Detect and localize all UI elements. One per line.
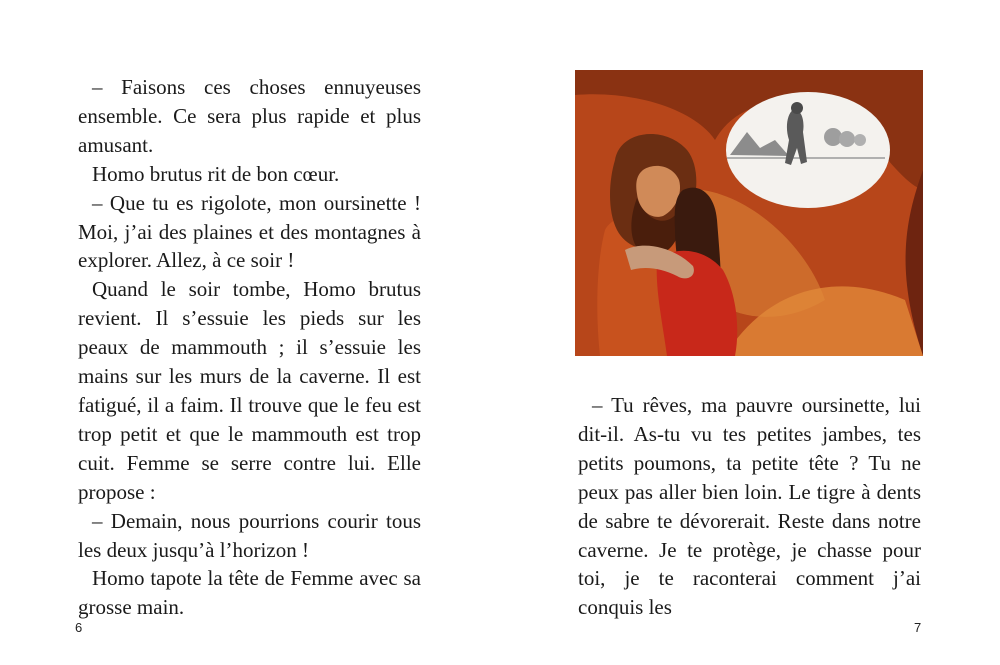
story-illustration: [575, 70, 923, 356]
bubble-tree: [854, 134, 866, 146]
left-page-text: [78, 73, 421, 622]
page-number-left: 6: [75, 620, 83, 635]
paragraph: – Tu rêves, ma pauvre oursinette, lui dit-il. As-tu vu tes petites jambes, tes petits poumons, ta petite tête ? Tu ne peux pas aller bien loin. Le tigre à dents de sabre te dévorerait. Reste dans notre caverne. Je te protège, je chasse pour toi, je te raconterai comment j’ai conquis les: [578, 393, 921, 620]
paragraph: Quand le soir tombe, Homo brutus revient. Il s’essuie les pieds sur les peaux de mammouth ; il s’essuie les mains sur les murs de la caverne. Il est fatigué, il a faim. Il trouve que le feu est trop petit et que le mammouth est trop cuit. Femme se serre contre lui. Elle propose :: [78, 277, 421, 504]
paragraph: – Faisons ces choses ennuyeuses ensemble. Ce sera plus rapide et plus amusant.: [78, 75, 421, 157]
paragraph: – Que tu es rigolote, mon oursinette ! Moi, j’ai des plaines et des montagnes à explorer. Allez, à ce soir !: [78, 190, 421, 273]
bubble-figure-head: [791, 102, 803, 114]
right-page: [500, 0, 1000, 665]
right-page-text: [578, 391, 921, 622]
bubble-tree: [839, 131, 855, 147]
paragraph: Homo brutus rit de bon cœur.: [92, 161, 340, 186]
page-number-right: 7: [914, 620, 922, 635]
paragraph: Homo tapote la tête de Femme avec sa grosse main.: [78, 566, 421, 620]
paragraph: – Demain, nous pourrions courir tous les deux jusqu’à l’horizon !: [78, 508, 421, 562]
